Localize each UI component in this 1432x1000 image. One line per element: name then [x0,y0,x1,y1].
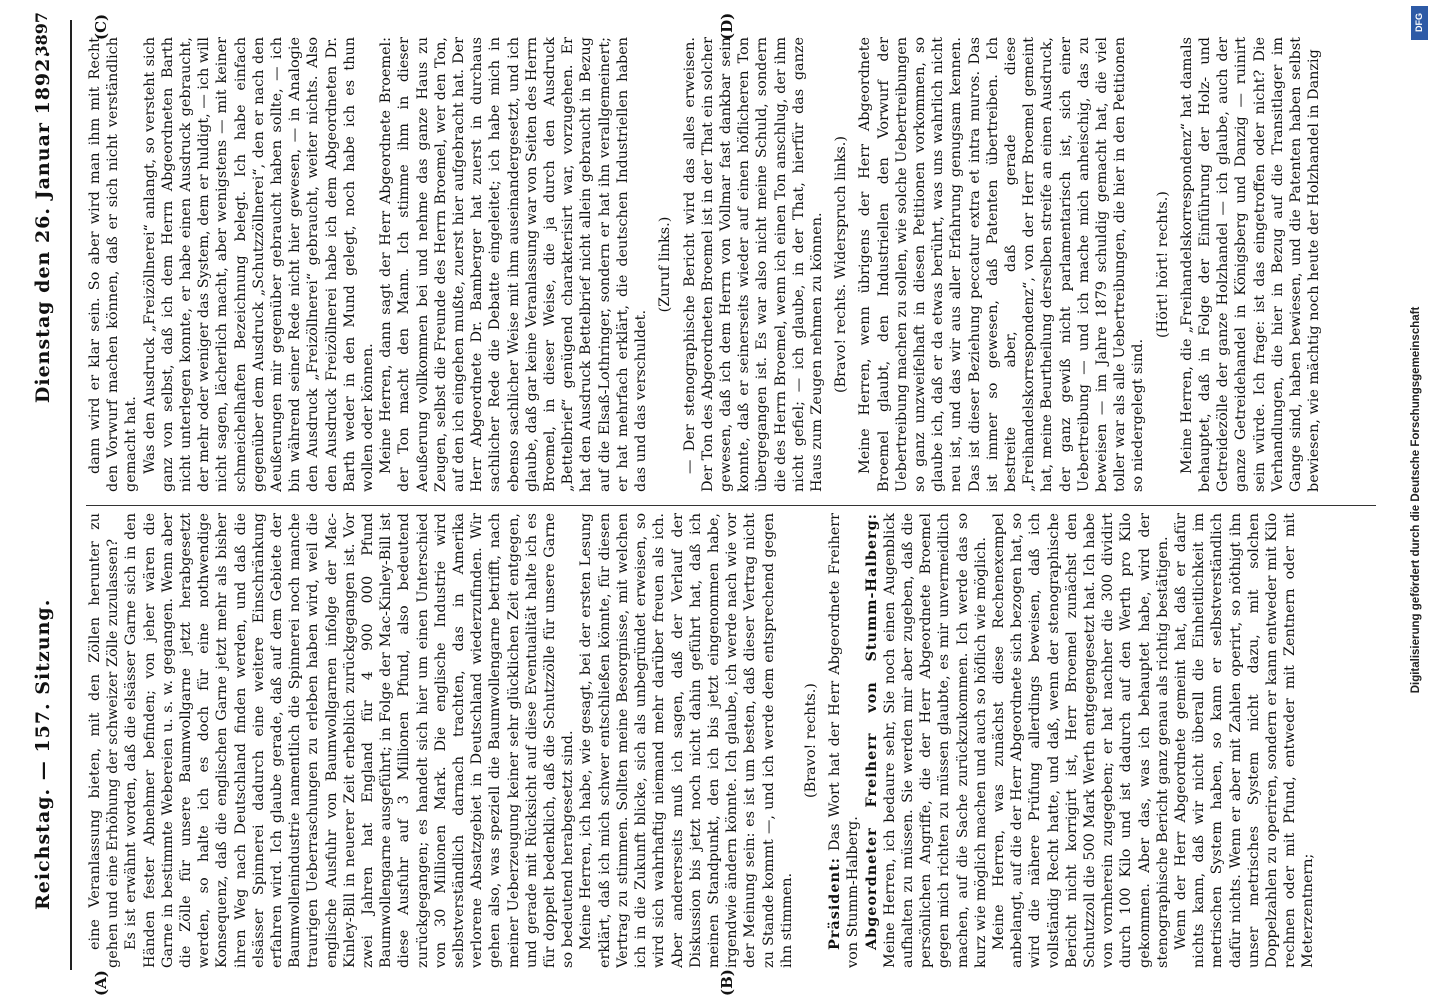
speech-paragraph [826,513,862,968]
digitization-credit [1404,8,1428,992]
page-number: 3897 [32,12,51,57]
paragraph: Meine Herren, dann sagt der Herr Abgeordnete Broemel: der Ton macht den Mann. Ich stimme ihm in dieser Aeußerung vollkommen bei und nehme das ganze Haus zu Zeugen, selbst die Freunde des Herrn Broemel, wer den Ton, auf den ich eingehen mußte, zuerst hier aufgebracht hat. Der Herr Abgeordnete Dr. Bamberger hat zuerst in durchaus sachlicher Rede die Debatte eingeleitet; ich habe mich in ebenso sachlicher Weise mit ihm auseinandergesetzt, und ich glaube, daß gar keine Veranlassung war von Seiten des Herrn Broemel, in dieser Weise, die ja durch den Ausdruck „Bettelbrief“ genügend charakterisirt war, vorzugehen. Er hat den Ausdruck Bettelbrief nicht allein gebraucht in Bezug auf die Elsaß-Lothringer, sondern er hat ihn verallgemeinert; er hat mehrfach erklärt, die deutschen Industriellen haben das und das verschuldet. [378,37,650,492]
paragraph: eine Veranlassung bieten, mit den Zöllen herunter zu gehen und eine Erhöhung der schweizer Zölle zuzulassen? [87,513,122,968]
paragraph: Meine Herren, ich habe, wie gesagt, bei der ersten Lesung erklärt, daß ich mich schwer entschließen könnte, für diesen Vertrag zu stimmen. Sollten meine Besorgnisse, mit welchen ich in die Zukunft blicke, sich als unbegründet erweisen, so wird sich wahrhaftig niemand mehr darüber freuen als ich. Aber andererseits muß ich sagen, daß der Verlauf der Diskussion bis jetzt noch nicht dahin geführt hat, daß ich meinen Standpunkt, den ich bis jetzt eingenommen habe, irgendwie ändern könnte. Ich glaube, ich werde nach wie vor der Meinung sein: es ist um besten, daß dieser Vertrag nicht zu Stande kommt —, und ich werde dem entsprechend gegen ihn stimmen. [578,513,795,968]
stage-direction: (Hört! hört! rechts.) [1154,191,1171,338]
paragraph: Meine Herren, wenn übrigens der Herr Abgeordnete Broemel glaubt, den Industriellen den Vorwurf der Uebertreibung machen zu sollen, wie solche Uebertreibungen so ganz unzweifelhaft in diesen Petitionen vorkommen, so glaube ich, daß er da etwas berührt, was uns wahrlich nicht neu ist, und das wir aus aller Erfahrung genugsam kennen. Das ist dieser Beziehung peccatur extra et intra muros. Das ist immer so gewesen, daß Patenten übertreiben. Ich bestreite aber, daß gerade diese „Freihandelskorrespondenz“, von der Herr Broemel gemeint hat, meine Beurtheilung derselben streife an einen Ausdruck, der ganz gewiß nicht parlamentarisch ist, sich einer Uebertreibung — und ich mache mich anheischig, das zu beweisen — im Jahre 1879 schuldig gemacht hat, die viel toller war als alle Uebertreibungen, die hier in den Petitionen so niedergelegt sind. [857,37,1147,492]
stage-direction: (Bravo! rechts.) [802,683,819,798]
credit-text: Digitalisierung gefördert durch die Deutsche Forschungsgemeinschaft [1410,306,1422,694]
header-left: Reichstag. — 157. Sitzung. [32,598,54,910]
text-column-right [86,37,1386,492]
margin-mark-a: (A) [92,970,110,996]
speaker-name: Abgeordneter Freiherr von Stumm-Halberg: [862,513,880,950]
column-divider [86,505,1376,506]
speech-text: Meine Herren, ich bedaure sehr, Sie noch einen Augenblick aufhalten zu müssen. Sie werden mir aber zugeben, daß die persönlichen Angriffe, die der Herr Abgeordnete Broemel gegen mich richten zu müssen glaubte, es mir unvermeidlich machen, auf die Sache zurückzukommen. Ich werde das so kurz wie möglich machen und auch so höflich wie möglich. [881,513,989,968]
stage-direction: (Bravo! rechts. Widerspruch links.) [833,136,850,394]
margin-mark-b: (B) [718,969,736,996]
text-column-left [86,513,1386,968]
margin-mark-d: (D) [718,12,736,40]
dfg-logo-icon: DFG [1411,6,1428,40]
header-right: Dienstag den 26. Januar 1892. [32,50,54,404]
margin-mark-c: (C) [92,13,110,40]
header-rule [70,20,72,970]
paragraph: Es ist erwähnt worden, daß die elsässer Garne sich in den Händen fester Abnehmer befinden; von jeher wären die Garne in bestimmte Webereien u. s. w. gegangen. Wenn aber die Zölle für unsere Baumwollgarne jetzt herabgesetzt werden, so halte ich es doch für eine nothwendige Konsequenz, daß die englischen Garne jetzt mehr als bisher ihren Weg nach Deutschland finden werden, und daß die elsässer Spinnerei dadurch eine weitere Einschränkung erfahren wird. Ich glaube gerade, daß auf dem Gebiete der Baumwollenindustrie namentlich die Spinnerei noch manche traurigen Ueberraschungen zu erleben haben wird, weil die englische Ausfuhr von Baumwollgarnen infolge der Mac-Kinley-Bill in neuerer Zeit erheblich zurückgegangen ist. Vor zwei Jahren hat England für 4 900 000 Pfund Baumwollengarne ausgeführt; in Folge der Mac-Kinley-Bill ist diese Ausfuhr auf 3 Millionen Pfund, also bedeutend zurückgegangen; es handelt sich hier um einen Unterschied von 30 Millionen Mark. Die englische Industrie wird selbstverständlich darnach trachten, das in Amerika verlorene Absatzgebiet in Deutschland wiederzufinden. Wir gehen also, was speziell die Baumwollengarne betrifft, nach meiner Ueberzeugung keiner sehr glücklichen Zeit entgegen, und gerade mit Rücksicht auf diese Eventualität halte ich es für doppelt bedenklich, daß die Schutzzölle für unsere Garne so bedeutend herabgesetzt sind. [123,513,577,968]
paragraph: Meine Herren, was zunächst diese Rechenexempel anbelangt, auf die der Herr Abgeordnete sich bezogen hat, so wird die nähere Prüfung allerdings beweisen, daß ich vollständig Recht hatte, und daß, wenn der stenographische Bericht nicht korrigirt ist, Herr Broemel zunächst den Schutzzoll die 500 Mark Werth entgegengesetzt hat. Ich habe von vornherein zugegeben; er hat nachher die 300 dividirt durch 100 Kilo und ist dadurch auf den Werth pro Kilo gekommen. Aber das, was ich behauptet habe, wird der stenographische Bericht ganz genau als richtig bestätigen. [990,513,1171,968]
speech-text: Das Wort hat der Herr Abgeordnete Freiherr von Stumm-Halberg. [827,513,862,968]
paragraph: — Der stenographische Bericht wird das alles erweisen. Der Ton des Abgeordneten Broemel ist in der That ein solcher gewesen, daß ich dem Herrn von Vollmar fast dankbar sein konnte, daß er seinerseits wieder auf einen höflicheren Ton übergegangen ist. Es war also nicht meine Schuld, sondern die des Herrn Broemel, wenn ich einen Ton anschlug, der ihm nicht gefiel; — ich glaube, in der That, hierfür das ganze Haus zum Zeugen nehmen zu können. [681,37,825,492]
running-header [22,12,72,970]
speech-paragraph [863,513,990,968]
paragraph: dann wird er klar sein. So aber wird man ihm mit Recht den Vorwurf machen können, daß er sich nicht verständlich gemacht hat. [87,37,140,492]
stage-direction: (Zuruf links.) [657,216,674,313]
paragraph: Wenn der Herr Abgeordnete gemeint hat, daß er dafür nichts kann, daß wir nicht überall die Einheitlichkeit im metrischen System haben, so kann er selbstverständlich dafür nichts. Wenn er aber mit Zahlen operirt, so nöthigt ihn unser metrisches System nicht dazu, mit solchen Doppelzahlen zu operiren, sondern er kann entweder mit Kilo rechnen oder mit Pfund, entweder mit Zentnern oder mit Meterzentnern; [1172,513,1317,968]
paragraph: Meine Herren, die „Freihandelskorrespondenz“ hat damals behauptet, daß in Folge der Einführung der Holz- und Getreidezölle der ganze Holzhandel — ich glaube, auch der ganze Getreidehandel in Königsberg und Danzig — ruinirt sein würde. Ich frage: ist das eingetroffen oder nicht? Die Verhandlungen, die hier in Bezug auf die Transitlager im Gange sind, haben bewiesen, und die Patenten haben selbst bewiesen, wie mächtig noch heute der Holzhandel in Danzig [1178,37,1323,492]
paragraph: Was den Ausdruck „Freizöllnerei“ anlangt, so versteht sich ganz von selbst, daß ich dem Herrn Abgeordneten Barth nicht unterlegen konnte, er habe einen Ausdruck gebraucht, der mehr oder weniger das System, dem er huldigt, — ich will nicht sagen, lächerlich macht, aber wenigstens — mit keiner schmeichelhaften Bezeichnung belegt. Ich habe einfach gegenüber dem Ausdruck „Schutzzöllnerei“, den er nach den Aeußerungen mir gegenüber gebraucht haben sollte, — ich bin während seiner Rede nicht hier gewesen, — in Analogie den Ausdruck „Freizöllnerei“ gebraucht, weiter nichts. Also den Ausdruck Freizöllnerei habe ich dem Abgeordneten Dr. Barth weder in den Mund gelegt, noch habe ich es thun wollen oder können. [141,37,377,492]
speaker-name: Präsident: [826,857,844,950]
